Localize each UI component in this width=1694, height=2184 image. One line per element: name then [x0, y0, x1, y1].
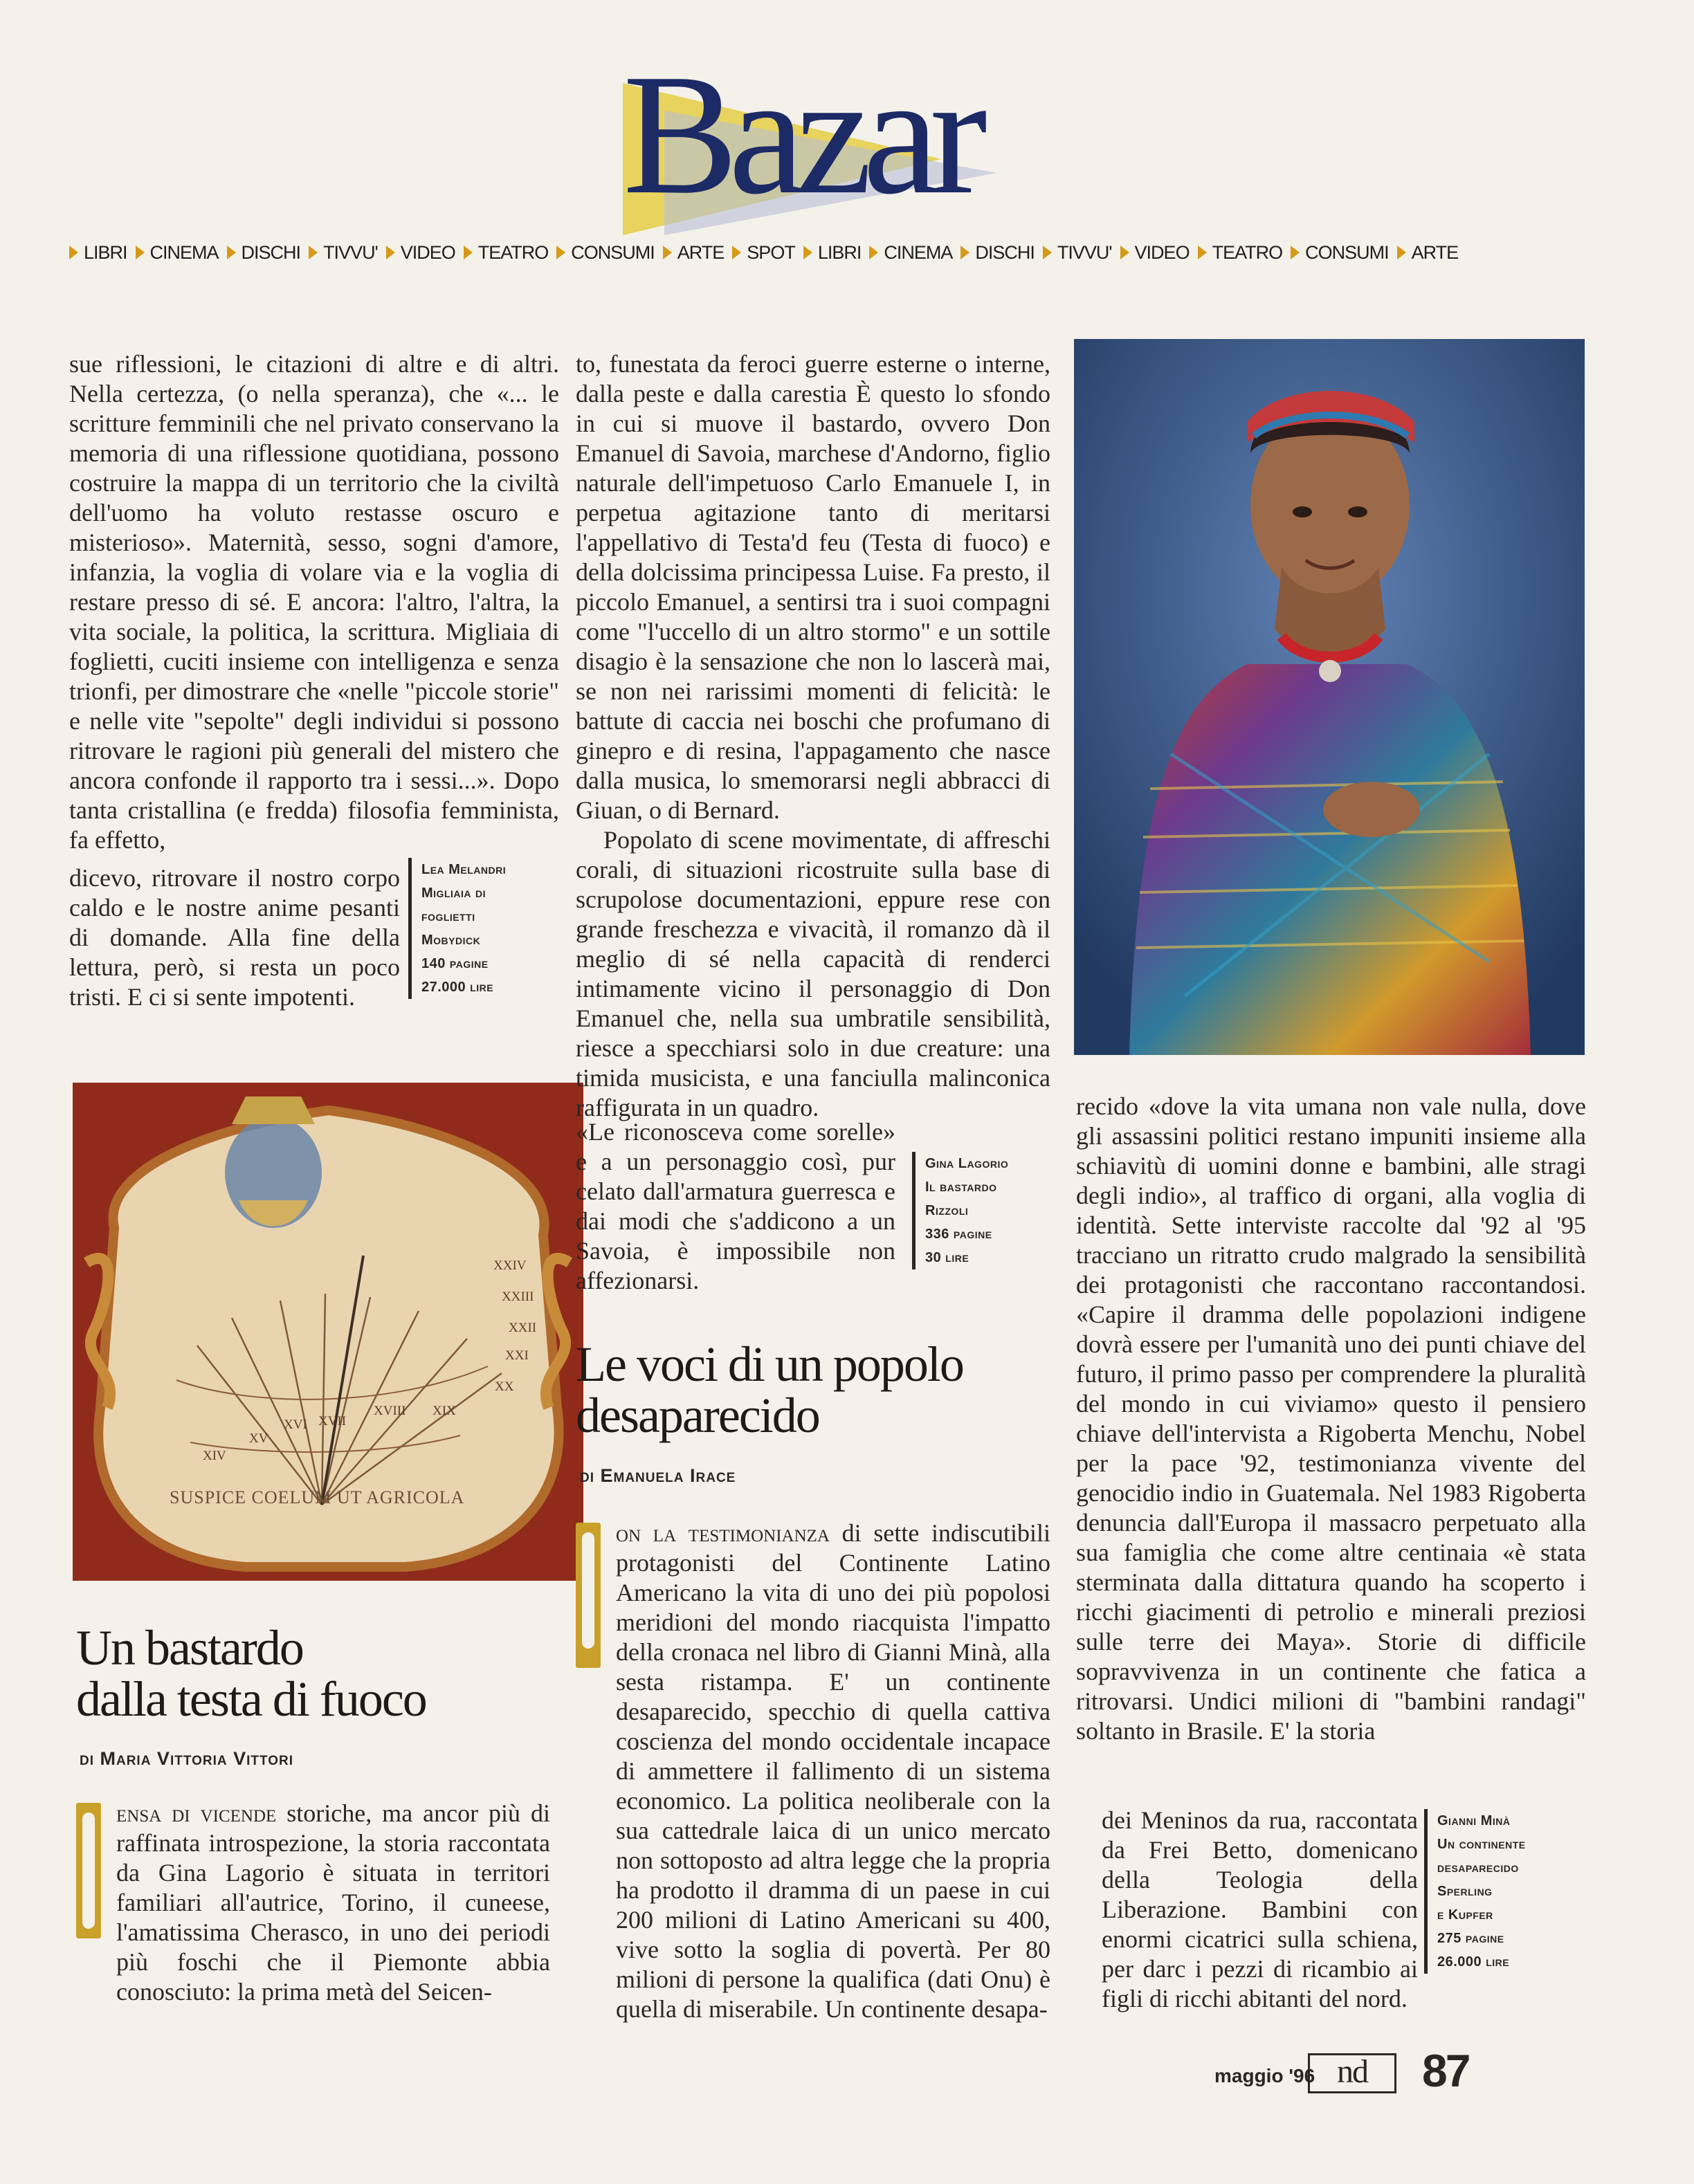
- info-line: Un continente: [1437, 1837, 1526, 1852]
- article1-cont-paragraph3: «Le riconosceva come sorelle» e a un personaggio così, pur celato dall'armatura guerresca e dai modi che s'addicono a un Savoia, è impossibile non affezionarsi.: [576, 1118, 895, 1294]
- rigoberta-menchu-portrait-photo: [1074, 339, 1585, 1055]
- info-line: Il bastardo: [925, 1180, 997, 1195]
- article2-body-text: di sette indiscutibili protagonisti del Continente Latino Americano la vita di uno dei più popolosi meridioni del mondo riacquista l'impatto della cronaca nel libro di Gianni Minà, alla sesta ristampa. E' un continente desaparecido, specchio di quella cattiva coscienza del mondo occidentale incapace di ammettere il fallimento di un sistema economico. La politica neoliberale con la sua cattedrale laica di un unico mercato non sottoposto ad altra legge che la propria ha prodotto il dramma di un paese in cui 200 milioni di Latino Americani su 400, vive sotto la soglia di povertà. Per 80 milioni di persone la qualifica (dati Onu) è quella di miserabile. Un continente desapa-: [616, 1519, 1050, 2023]
- article2-continued: [1076, 1092, 1586, 1746]
- sundial-numeral: XX: [495, 1379, 514, 1394]
- article1-body: [76, 1799, 550, 2007]
- sundial-numeral: XIX: [432, 1404, 456, 1418]
- section-nav-bar: [69, 235, 1626, 270]
- nav-item-label: TIVVU': [1057, 241, 1112, 263]
- chevron-right-icon: [464, 246, 473, 259]
- nav-item-dischi[interactable]: [227, 242, 301, 264]
- book-info-box-mina: [1424, 1809, 1576, 1974]
- sundial-numeral: XXIV: [493, 1258, 527, 1273]
- nav-item-consumi[interactable]: [556, 242, 655, 264]
- article1-top-paragraph-end: dicevo, ritrovare il nostro corpo caldo e le nostre anime pesanti di domande. Alla fine della lettura, però, si resta un poco tristi. E ci si sente impotenti.: [69, 864, 400, 1011]
- info-line: 27.000 lire: [421, 980, 494, 995]
- info-line: Gianni Minà: [1437, 1813, 1511, 1828]
- article1-headline: [76, 1622, 561, 1725]
- article2-body: [576, 1518, 1050, 2024]
- chevron-right-icon: [136, 246, 145, 259]
- nav-item-video[interactable]: [386, 242, 455, 264]
- nav-item-video[interactable]: [1120, 242, 1190, 264]
- sundial-numeral: XXIII: [502, 1290, 534, 1304]
- portrait-illustration: [1074, 339, 1585, 1055]
- sundial-numeral: XVI: [284, 1417, 307, 1432]
- nav-item-label: LIBRI: [817, 241, 862, 263]
- drop-cap-d: [76, 1803, 101, 1938]
- chevron-right-icon: [1291, 246, 1300, 259]
- info-line: desaparecido: [1437, 1860, 1519, 1875]
- info-line: 275 pagine: [1437, 1931, 1504, 1946]
- article1-top-text-end: [69, 863, 400, 1012]
- article2-continued-end: [1102, 1806, 1418, 2014]
- article1-cont-paragraph2: Popolato di scene movimentate, di affreschi corali, di situazioni ricostruite sulla base di scrupolose documentazioni, eppure rese con grande freschezza e vivacità, il romanzo dà il meglio di sé nella capacità di renderci intimamente vicino il personaggio di Don Emanuel che, nella sua umbratile sensibilità, riesce a specchiarsi solo in due creature: una timida musicista, e una fanciulla malinconica raffigurata in un quadro.: [576, 826, 1050, 1121]
- info-line: 30 lire: [925, 1250, 969, 1265]
- sundial-numeral: XXII: [509, 1321, 537, 1335]
- chevron-right-icon: [1198, 246, 1207, 259]
- nav-item-consumi[interactable]: [1291, 242, 1389, 264]
- bazar-logo-text: Bazar: [623, 39, 978, 230]
- info-line: 336 pagine: [925, 1227, 992, 1242]
- nav-item-label: LIBRI: [84, 241, 127, 263]
- chevron-right-icon: [1120, 246, 1129, 259]
- chevron-right-icon: [869, 246, 878, 259]
- chevron-right-icon: [386, 246, 395, 259]
- nav-item-teatro[interactable]: [464, 242, 549, 264]
- article2-headline: [576, 1339, 1060, 1441]
- article2-body-paragraph: [616, 1518, 1050, 2024]
- chevron-right-icon: [556, 246, 565, 259]
- info-line: Lea Melandri: [421, 862, 507, 877]
- chevron-right-icon: [960, 246, 969, 259]
- nav-item-cinema[interactable]: [136, 242, 219, 264]
- info-line: Sperling: [1437, 1884, 1493, 1899]
- nav-item-label: CINEMA: [884, 241, 953, 263]
- article1-continued-end: [576, 1117, 895, 1296]
- nav-item-label: SPOT: [747, 241, 795, 263]
- article1-body-text: storiche, ma ancor più di raffinata introspezione, la storia raccontata da Gina Lagorio è situata in territori familiari all'autrice, Torino, il cuneese, l'amatissima Cherasco, in uno dei periodi più foschi che il Piemonte abbia conosciuto: la prima metà del Seicen-: [116, 1799, 551, 2006]
- nav-item-label: CONSUMI: [1305, 241, 1389, 263]
- nav-item-label: CINEMA: [149, 241, 219, 263]
- article1-top-text: [69, 349, 559, 855]
- sundial-motto: SUSPICE COELUM UT AGRICOLA: [170, 1487, 465, 1507]
- article1-continued: [576, 349, 1050, 1123]
- info-line: 26.000 lire: [1437, 1954, 1510, 1970]
- chevron-right-icon: [1397, 246, 1406, 259]
- chevron-right-icon: [663, 246, 672, 259]
- article2-lead-words: on la testimonianza: [616, 1519, 830, 1547]
- nav-item-spot[interactable]: [732, 242, 795, 264]
- chevron-right-icon: [309, 246, 318, 259]
- nav-item-label: DISCHI: [975, 241, 1035, 263]
- article1-byline: di Maria Vittoria Vittori: [80, 1748, 294, 1769]
- nav-item-label: ARTE: [1411, 241, 1459, 263]
- info-line: foglietti: [421, 909, 475, 924]
- article2-byline: di Emanuela Irace: [580, 1465, 736, 1486]
- nav-item-tivvu[interactable]: [309, 242, 378, 264]
- article2-cont-paragraph-end: dei Meninos da rua, raccontata da Frei Betto, domenicano della Teologia della Liberazione. Bambini con enormi cicatrici sulla schiena, per darc i pezzi di ricambio ai figli di ricchi abitanti del nord.: [1102, 1806, 1418, 2012]
- sundial-illustration: [73, 1083, 583, 1581]
- nav-item-libri[interactable]: [69, 242, 127, 264]
- article1-headline-line2: dalla testa di fuoco: [76, 1671, 426, 1727]
- nav-item-label: DISCHI: [241, 241, 301, 263]
- nav-item-label: TEATRO: [477, 241, 549, 263]
- nav-item-libri[interactable]: [803, 242, 862, 264]
- nav-item-arte[interactable]: [1397, 242, 1459, 264]
- nav-item-teatro[interactable]: [1198, 242, 1283, 264]
- article2-headline-line2: desaparecido: [576, 1388, 819, 1443]
- nav-item-label: TIVVU': [323, 241, 378, 263]
- magazine-logo: nd: [1308, 2053, 1396, 2093]
- sundial-numeral: XVIII: [374, 1404, 406, 1418]
- nav-item-arte[interactable]: [663, 242, 725, 264]
- info-line: 140 pagine: [421, 956, 489, 971]
- article2-headline-line1: Le voci di un popolo: [576, 1337, 963, 1392]
- chevron-right-icon: [69, 246, 78, 259]
- chevron-right-icon: [732, 246, 741, 259]
- nav-item-label: VIDEO: [1134, 241, 1190, 263]
- chevron-right-icon: [227, 246, 236, 259]
- drop-cap-c: [576, 1523, 601, 1668]
- article1-lead-words: ensa di vicende: [116, 1799, 277, 1827]
- book-info-box-lagorio: [912, 1152, 1057, 1269]
- sundial-numeral: XVII: [318, 1414, 347, 1429]
- chevron-right-icon: [803, 246, 812, 259]
- article1-top-paragraph: sue riflessioni, le citazioni di altre e di altri. Nella certezza, (o nella speranza), che «... le scritture femminili che nel privato conservano la memoria di una riflessione quotidiana, possono costruire la mappa di un territorio che la civiltà dell'uomo ha voluto restasse oscuro e misterioso». Maternità, sesso, sogni d'amore, infanzia, la voglia di volare via e la voglia di restare presso di sé. E ancora: l'altro, l'altra, la vita sociale, la politica, la scrittura. Migliaia di foglietti, cuciti insieme con intelligenza e senza trionfi, per dimostrare che «nelle "piccole storie" e nelle vite "sepolte" degli individui si possono ritrovare le ragioni più generali del mistero che ancora confonde il rapporto tra i sessi...». Dopo tanta cristallina (e fredda) filosofia femminista, fa effetto,: [69, 350, 559, 854]
- info-line: Rizzoli: [925, 1203, 969, 1218]
- article1-headline-line1: Un bastardo: [76, 1620, 303, 1676]
- article2-cont-paragraph: recido «dove la vita umana non vale nulla, dove gli assassini politici restano impuniti insieme alla schiavitù di uomini donne e bambini, alle stragi degli indio», al traffico di organi, alla voglia di identità. Sette interviste raccolte dal '92 al '95 tracciano un ritratto crudo malgrado la sensibilità dei protagonisti che raccontano raccontandosi. «Capire il dramma delle popolazioni indigene dovrà essere per l'umanità uno dei punti chiave del futuro, il primo passo per comprendere la pluralità del mondo in cui viviamo» questo il pensiero chiave dell'intervista a Rigoberta Menchu, Nobel per la pace '92, testimonianza vivente del genocidio indio in Guatemala. Nel 1983 Rigoberta denuncia dall'Europa il massacro perpetuato alla sua famiglia che come altre centinaia «è stata sterminata dalla dittatura quando ha scoperto i ricchi giacimenti di petrolio e minerali preziosi sulle terre dei Maya». Storie di difficile sopravvivenza in un continente che fatica a ritrovarsi. Undici milioni di "bambini randagi" soltanto in Brasile. E' la storia: [1076, 1092, 1586, 1745]
- nav-item-label: VIDEO: [400, 241, 455, 263]
- nav-item-label: CONSUMI: [571, 241, 655, 263]
- nav-item-label: TEATRO: [1212, 241, 1283, 263]
- page-number: 87: [1422, 2045, 1469, 2096]
- info-line: Gina Lagorio: [925, 1156, 1009, 1171]
- sundial-fresco-image: [73, 1083, 583, 1581]
- issue-date: maggio '96: [1214, 2065, 1315, 2086]
- chevron-right-icon: [1043, 246, 1052, 259]
- sundial-numeral: XXI: [505, 1348, 529, 1363]
- nav-item-label: ARTE: [677, 241, 725, 263]
- bazar-logo: [623, 39, 1010, 242]
- info-line: e Kupfer: [1437, 1907, 1493, 1923]
- article1-body-paragraph: [116, 1799, 550, 2007]
- article1-cont-paragraph1: to, funestata da feroci guerre esterne o interne, dalla peste e dalla carestia È questo lo sfondo in cui si muove il bastardo, ovvero Don Emanuel di Savoia, marchese d'Andorno, figlio naturale dell'impetuoso Carlo Emanuele I, in perpetua agitazione tanto di meritarsi l'appellativo di Testa'd feu (Testa di fuoco) e della dolcissima principessa Luise. Fa presto, il piccolo Emanuel, a sentirsi tra i suoi compagni come "l'uccello di un altro stormo" e un sottile disagio è la sensazione che non lo lascerà mai, se non nei rarissimi momenti di felicità: le battute di caccia nei boschi che profumano di ginepro e di resina, l'appagamento che nasce dalla musica, lo smemorarsi negli abbracci di Giuan, o di Bernard.: [576, 350, 1050, 824]
- book-info-box-melandri: [408, 858, 560, 999]
- nav-item-cinema[interactable]: [869, 242, 952, 264]
- nav-item-dischi[interactable]: [960, 242, 1035, 264]
- nav-item-tivvu[interactable]: [1043, 242, 1112, 264]
- info-line: Migliaia di: [421, 885, 486, 901]
- sundial-numeral: XIV: [203, 1449, 226, 1463]
- info-line: Mobydick: [421, 933, 481, 948]
- sundial-numeral: XV: [249, 1431, 268, 1446]
